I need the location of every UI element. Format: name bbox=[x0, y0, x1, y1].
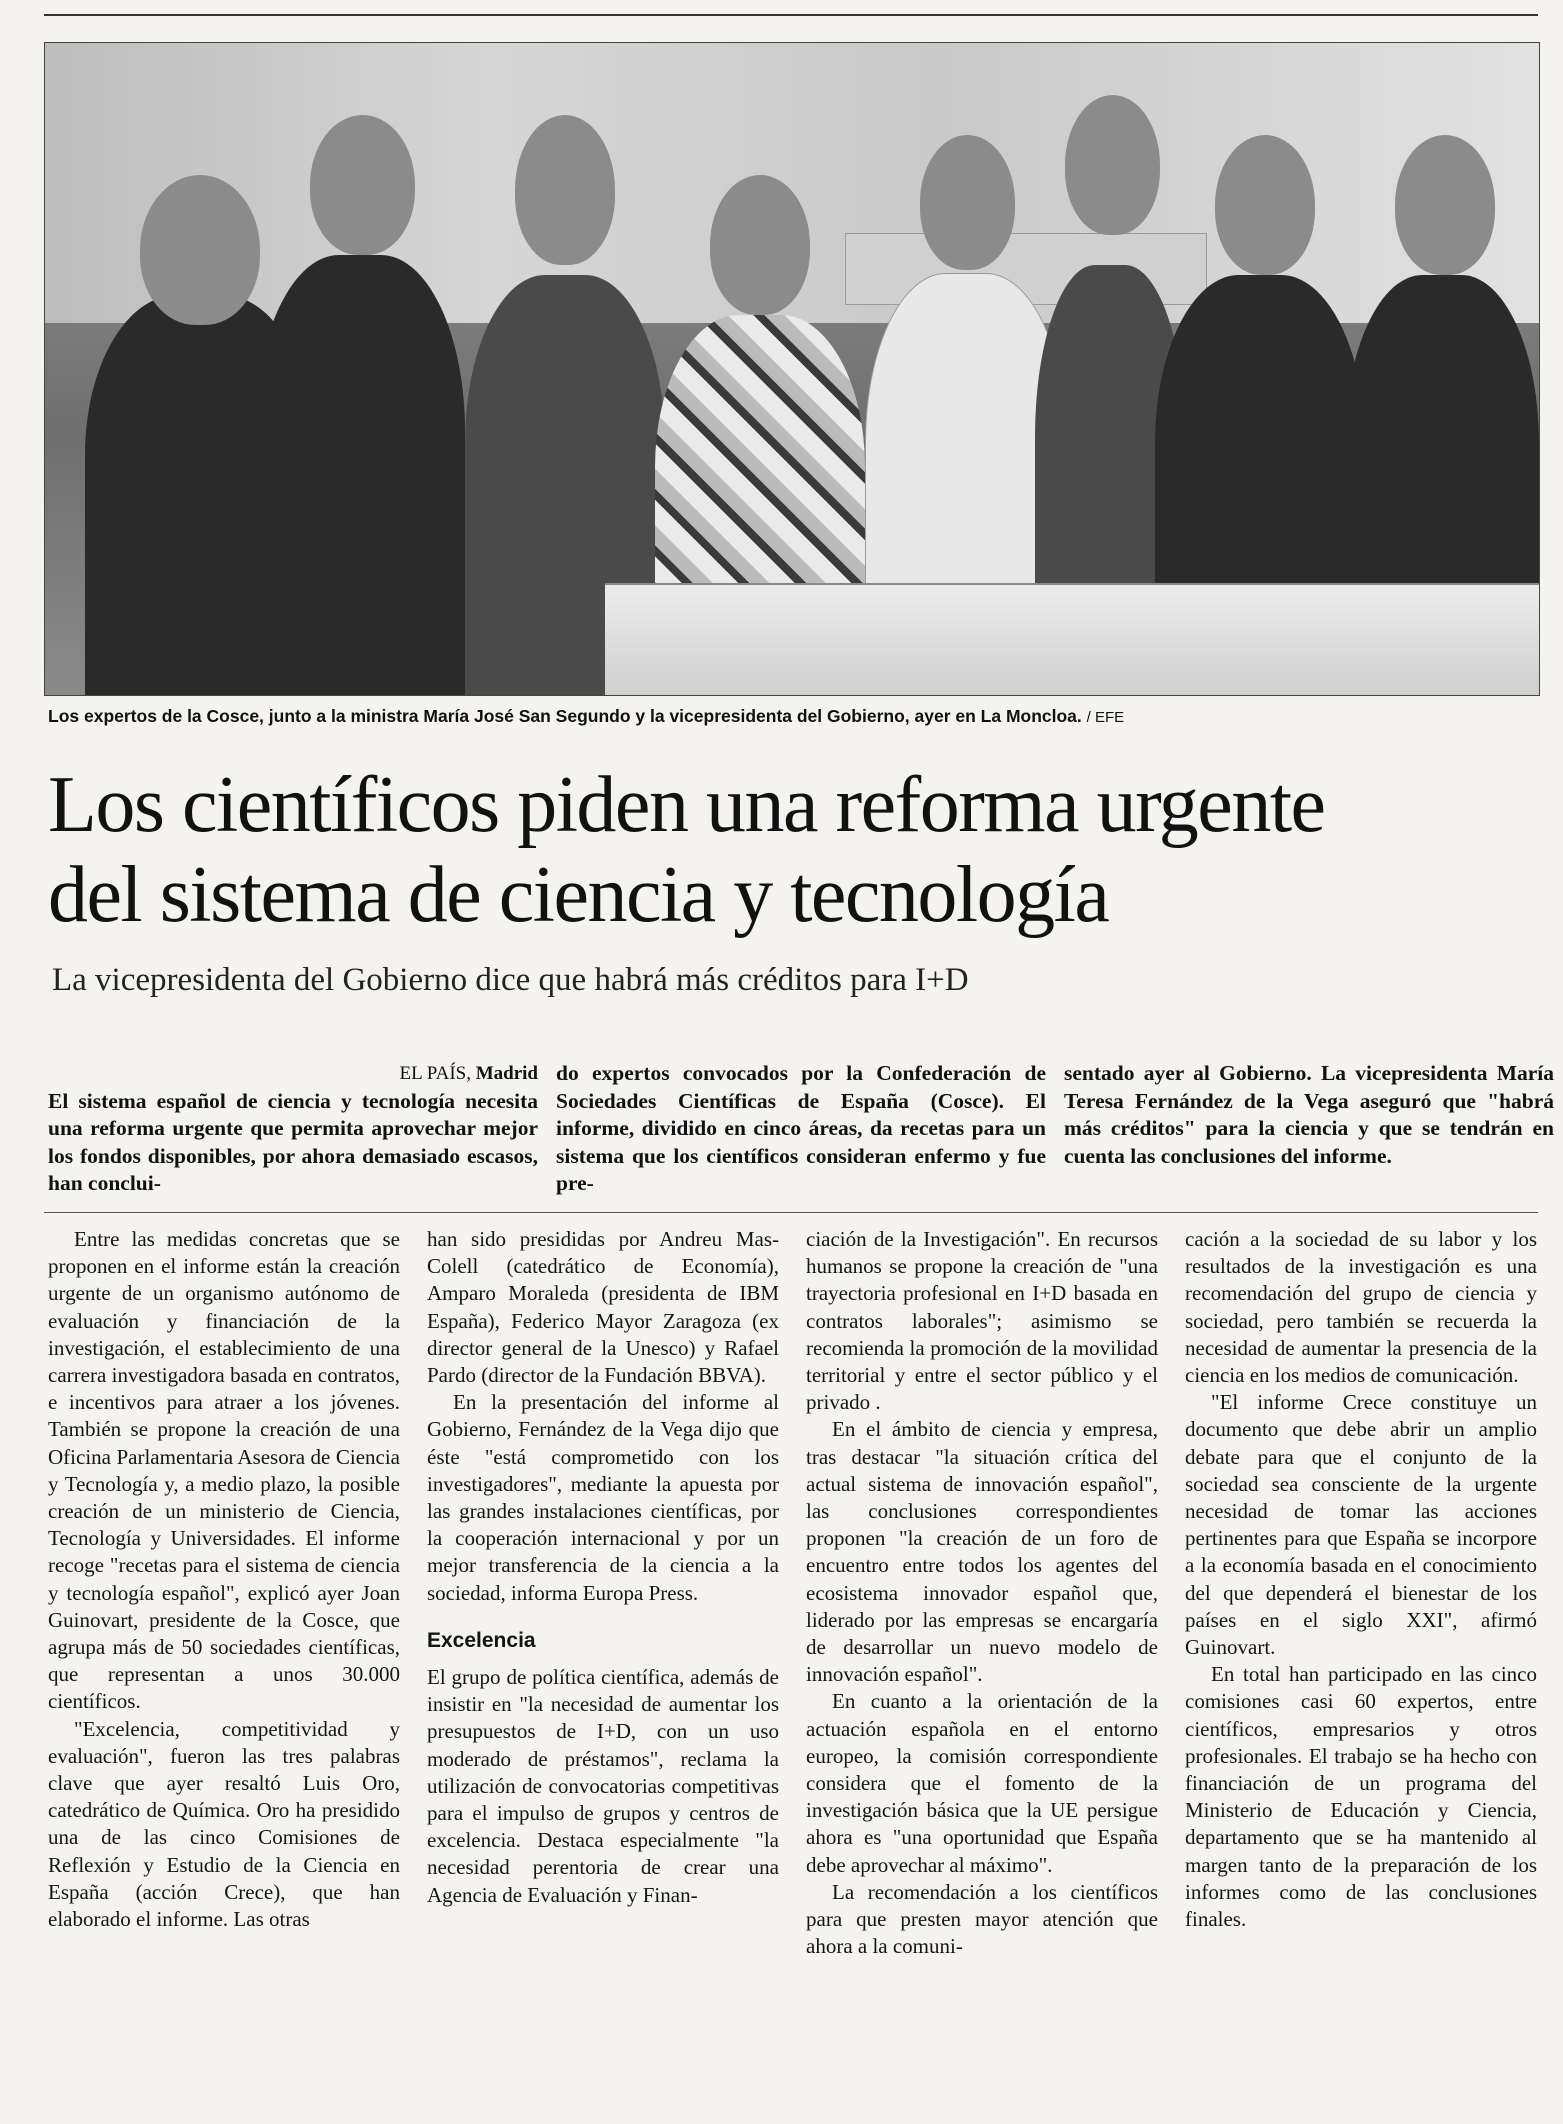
paragraph: En total han participado en las cinco comisiones casi 60 expertos, entre científicos, empresarios y otros profesionales. El trabajo se ha hecho con financiación de un programa del Ministerio de Educación y Ciencia, departamento que se ha mantenido al margen tanto de la preparación de los informes como de las conclusiones finales. bbox=[1185, 1662, 1537, 1932]
paragraph: "Excelencia, competitividad y evaluación", fueron las tres palabras clave que ayer resaltó Luis Oro, catedrático de Química. Oro ha presidido una de las cinco Comisiones de Reflexión y Estudio de la Ciencia en España (acción Crece), que han elaborado el informe. Las otras bbox=[48, 1716, 400, 1932]
paragraph: Entre las medidas concretas que se proponen en el informe están la creación urgente de un organismo autónomo de evaluación y financiación de la investigación, el establecimiento de una carrera investigadora basada en contratos, e incentivos para atraer a los jóvenes. También se propone la creación de una Oficina Parlamentaria Asesora de Ciencia y Tecnología y, a medio plazo, la posible creación de un ministerio de Ciencia, Tecnología y Universidades. El informe recoge "recetas para el sistema de ciencia y tecnología español", explicó ayer Joan Guinovart, presidente de la Cosce, que agrupa más de 50 sociedades científicas, que representan a unos 30.000 científicos. bbox=[48, 1227, 400, 1714]
body-column-3 bbox=[806, 1226, 1158, 1960]
lead-text-2: do expertos convocados por la Confederación de Sociedades Científicas de España (Cosce). El informe, dividido en cinco áreas, da recetas para un sistema que los científicos consideran enfermo y fue pre- bbox=[556, 1061, 1046, 1195]
paragraph: El grupo de política científica, además de insistir en "la necesidad de aumentar los presupuestos de I+D, con un uso moderado de préstamos", reclama la utilización de convocatorias competitivas para el impulso de grupos y centros de excelencia. Destaca especialmente "la necesidad perentoria de crear una Agencia de Evaluación y Finan- bbox=[427, 1665, 779, 1907]
section-subhead: Excelencia bbox=[427, 1628, 536, 1652]
lead-col-2 bbox=[556, 1060, 1046, 1198]
body-column-2 bbox=[427, 1226, 779, 1909]
paragraph: En la presentación del informe al Gobierno, Fernández de la Vega dijo que éste "está comprometido con los investigadores", mediante la apuesta por las grandes instalaciones científicas, por la cooperación internacional y por un mejor transferencia de la ciencia a la sociedad, informa Europa Press. bbox=[427, 1390, 779, 1605]
lead-divider bbox=[44, 1212, 1538, 1213]
headline-line-1: Los científicos piden una reforma urgente bbox=[48, 761, 1325, 849]
byline-place: Madrid bbox=[475, 1063, 538, 1084]
paragraph: han sido presididas por Andreu Mas-Colell (catedrático de Economía), Amparo Moraleda (presidenta de IBM España), Federico Mayor Zaragoza (ex director general de la Unesco) y Rafael Pardo (director de la Fundación BBVA). bbox=[427, 1227, 779, 1388]
top-rule bbox=[44, 14, 1538, 16]
paragraph: "El informe Crece constituye un documento que debe abrir un amplio debate para que el conjunto de la sociedad sea consciente de la urgente necesidad de tomar las acciones pertinentes para que España se incorpore a la economía basada en el conocimiento del que dependerá el bienestar de los países en el siglo XXI", afirmó Guinovart. bbox=[1185, 1390, 1537, 1660]
paragraph: La recomendación a los científicos para que presten mayor atención que ahora a la comuni- bbox=[806, 1879, 1158, 1959]
headline bbox=[48, 760, 1548, 940]
paragraph: En el ámbito de ciencia y empresa, tras destacar "la situación crítica del actual sistema de innovación español", las conclusiones correspondientes proponen "la creación de un foro de encuentro entre todos los agentes del ecosistema innovador español que, liderado por las empresas se encargaría de desarrollar un nuevo modelo de innovación español". bbox=[806, 1417, 1158, 1687]
subtitle-deck: La vicepresidenta del Gobierno dice que habrá más créditos para I+D bbox=[52, 962, 969, 998]
lead-col-3 bbox=[1064, 1060, 1554, 1170]
paragraph: cación a la sociedad de su labor y los resultados de la investigación es una recomendación del grupo de ciencia y sociedad, pero también se recuerda la necesidad de aumentar la presencia de la ciencia en los medios de comunicación. bbox=[1185, 1227, 1537, 1388]
lead-text-1: El sistema español de ciencia y tecnología necesita una reforma urgente que permita aprovechar mejor los fondos disponibles, por ahora demasiado escasos, han conclui- bbox=[48, 1088, 538, 1195]
paragraph: En cuanto a la orientación de la actuación española en el entorno europeo, la comisión correspondiente considera que el fomento de la investigación básica que la UE persigue ahora es "una oportunidad que España debe aprovechar al máximo". bbox=[806, 1689, 1158, 1877]
lead-text-3: sentado ayer al Gobierno. La vicepresidenta María Teresa Fernández de la Vega aseguró que "habrá más créditos" para la ciencia y que se tendrán en cuenta las conclusiones del informe. bbox=[1064, 1061, 1554, 1168]
photo-credit: / EFE bbox=[1086, 709, 1125, 726]
photo-person bbox=[255, 115, 465, 695]
body-column-4 bbox=[1185, 1226, 1537, 1933]
byline-source: EL PAÍS, bbox=[399, 1063, 471, 1084]
caption-text: Los expertos de la Cosce, junto a la ministra María José San Segundo y la vicepresidenta del Gobierno, ayer en La Moncloa. bbox=[48, 706, 1082, 726]
paragraph: ciación de la Investigación". En recursos humanos se propone la creación de "una trayectoria profesional en I+D basada en contratos laborales"; asimismo se recomienda la promoción de la movilidad territorial y entre el sector público y el privado . bbox=[806, 1227, 1158, 1415]
news-photo bbox=[44, 42, 1540, 696]
photo-table bbox=[605, 583, 1539, 696]
lead-col-1 bbox=[48, 1060, 538, 1198]
headline-line-2: del sistema de ciencia y tecnología bbox=[48, 851, 1109, 939]
byline bbox=[48, 1060, 538, 1088]
photo-caption bbox=[48, 706, 1538, 727]
body-column-1 bbox=[48, 1226, 400, 1933]
